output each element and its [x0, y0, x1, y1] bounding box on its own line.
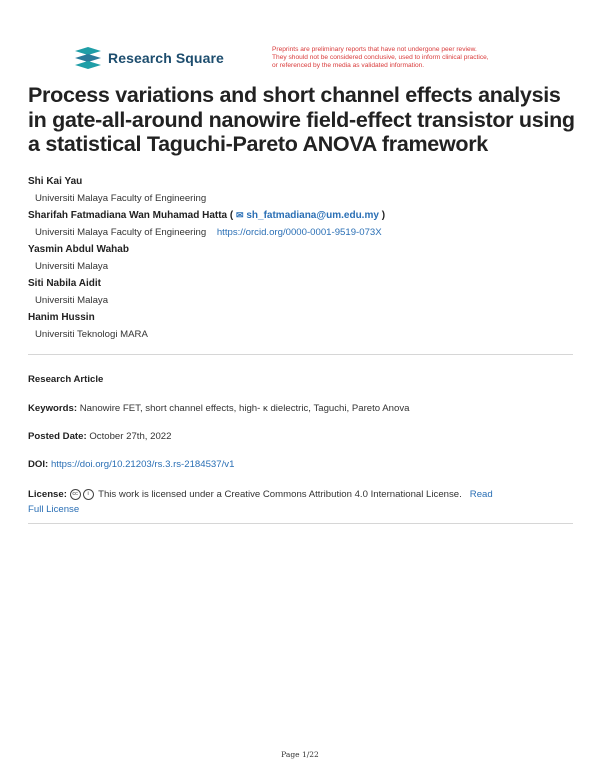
keywords: [28, 403, 409, 414]
author-affiliation: Universiti Malaya Faculty of Engineering: [35, 193, 207, 204]
mail-icon: ✉: [236, 210, 244, 220]
research-square-logo-icon: [74, 47, 102, 69]
keywords-value: Nanowire FET, short channel effects, high- κ dielectric, Taguchi, Pareto Anova: [79, 403, 410, 414]
title-line: in gate-all-around nanowire field-effect transistor using: [28, 107, 575, 132]
title-line: a statistical Taguchi-Pareto ANOVA framework: [28, 132, 488, 156]
article-type: [28, 374, 103, 385]
author-affiliation: Universiti Malaya: [35, 295, 109, 306]
author-affiliation: Universiti Teknologi MARA: [35, 329, 148, 340]
author-affiliation: Universiti Malaya Faculty of Engineering: [35, 227, 207, 238]
license-link-part1: Read: [469, 489, 493, 500]
license-link-part2: Full License: [28, 504, 80, 515]
notice-line: Preprints are preliminary reports that have not undergone peer review.: [272, 46, 477, 53]
divider: [28, 523, 573, 524]
research-square-logo[interactable]: [74, 47, 224, 69]
author-name: Siti Nabila Aidit: [28, 278, 101, 289]
page-number: Page 1/22: [281, 750, 319, 759]
author-email: sh_fatmadiana@um.edu.my: [246, 210, 379, 221]
orcid-link[interactable]: https://orcid.org/0000-0001-9519-073X: [216, 227, 382, 238]
posted-date-value: October 27th, 2022: [89, 431, 172, 442]
posted-date-label: Posted Date:: [28, 431, 87, 442]
author-email-link[interactable]: [236, 210, 382, 221]
author-affiliation-row: [35, 227, 382, 238]
notice-line: They should not be considered conclusive, used to inform clinical practice,: [272, 54, 489, 61]
author-name: Sharifah Fatmadiana Wan Muhamad Hatta: [28, 210, 228, 221]
preprint-notice: [272, 46, 562, 70]
attribution-icon: i: [83, 489, 94, 500]
author-name: Shi Kai Yau: [28, 176, 83, 187]
author-name: Hanim Hussin: [28, 312, 95, 323]
author-affiliation: Universiti Malaya: [35, 261, 109, 272]
license: [28, 487, 573, 517]
email-paren-open: (: [229, 210, 234, 221]
notice-line: or referenced by the media as validated information.: [272, 62, 425, 69]
email-paren-close: ): [381, 210, 386, 221]
author-name: Yasmin Abdul Wahab: [28, 244, 129, 255]
logo-text: Research Square: [108, 50, 224, 66]
paper-title: [28, 83, 578, 157]
posted-date: [28, 431, 171, 442]
doi-label: DOI:: [28, 459, 49, 470]
license-text: This work is licensed under a Creative Commons Attribution 4.0 International License.: [98, 489, 462, 500]
article-type-label: Research Article: [28, 374, 104, 385]
keywords-label: Keywords:: [28, 403, 78, 414]
doi: [28, 459, 234, 470]
divider: [28, 354, 573, 355]
title-line: Process variations and short channel effects analysis: [28, 83, 561, 107]
license-label: License:: [28, 489, 67, 500]
creative-commons-icon: cc: [70, 489, 81, 500]
doi-link[interactable]: https://doi.org/10.21203/rs.3.rs-2184537/v1: [50, 459, 235, 470]
author-name-corresponding: [28, 210, 385, 221]
